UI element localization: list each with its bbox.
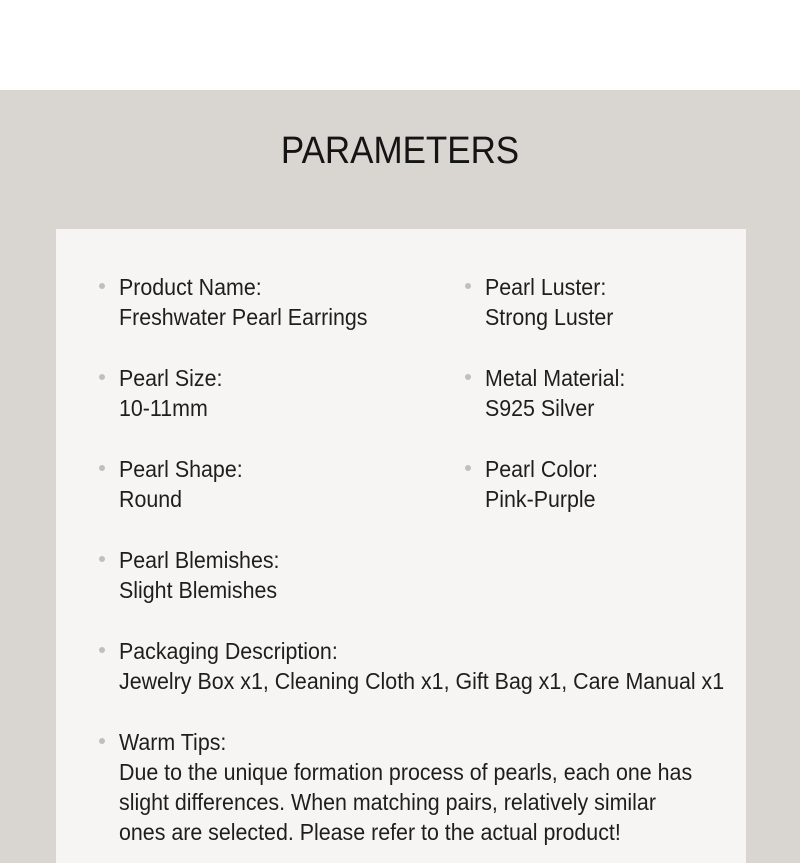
- bullet-dot: [465, 283, 471, 289]
- section-title: PARAMETERS: [280, 130, 520, 172]
- bullet-dot: [99, 374, 105, 380]
- param-product-name: [119, 272, 386, 332]
- param-value: S925 Silver: [485, 395, 595, 421]
- param-pearl-color: [485, 454, 606, 514]
- bullet-dot: [99, 647, 105, 653]
- bullet-dot: [99, 283, 105, 289]
- bullet-dot: [99, 556, 105, 562]
- top-white-band: [0, 0, 800, 90]
- param-value: Freshwater Pearl Earrings: [119, 304, 368, 330]
- param-label: Packaging Description:: [119, 638, 338, 664]
- bullet-dot: [465, 465, 471, 471]
- param-pearl-luster: [485, 272, 623, 332]
- warm-tips-line-3: ones are selected. Please refer to the actual product!: [119, 819, 621, 845]
- param-label: Pearl Luster:: [485, 274, 607, 300]
- param-value: Slight Blemishes: [119, 577, 278, 603]
- param-pearl-size: [119, 363, 230, 423]
- param-label: Warm Tips:: [119, 729, 227, 755]
- param-label: Pearl Size:: [119, 365, 223, 391]
- param-value: Jewelry Box x1, Cleaning Cloth x1, Gift Bag x1, Care Manual x1: [119, 668, 725, 694]
- param-value: Pink-Purple: [485, 486, 596, 512]
- param-pearl-shape: [119, 454, 252, 514]
- param-value: Round: [119, 486, 183, 512]
- bullet-dot: [465, 374, 471, 380]
- warm-tips-line-2: slight differences. When matching pairs, relatively similar: [119, 789, 656, 815]
- param-value: 10-11mm: [119, 395, 208, 421]
- param-label: Pearl Shape:: [119, 456, 243, 482]
- param-warm-tips: [119, 727, 735, 847]
- param-label: Metal Material:: [485, 365, 626, 391]
- param-packaging-description: [119, 636, 770, 696]
- bullet-dot: [99, 738, 105, 744]
- param-label: Pearl Blemishes:: [119, 547, 280, 573]
- param-label: Product Name:: [119, 274, 262, 300]
- param-pearl-blemishes: [119, 545, 292, 605]
- param-value: Strong Luster: [485, 304, 614, 330]
- param-metal-material: [485, 363, 636, 423]
- warm-tips-line-1: Due to the unique formation process of pearls, each one has: [119, 759, 693, 785]
- bullet-dot: [99, 465, 105, 471]
- param-label: Pearl Color:: [485, 456, 598, 482]
